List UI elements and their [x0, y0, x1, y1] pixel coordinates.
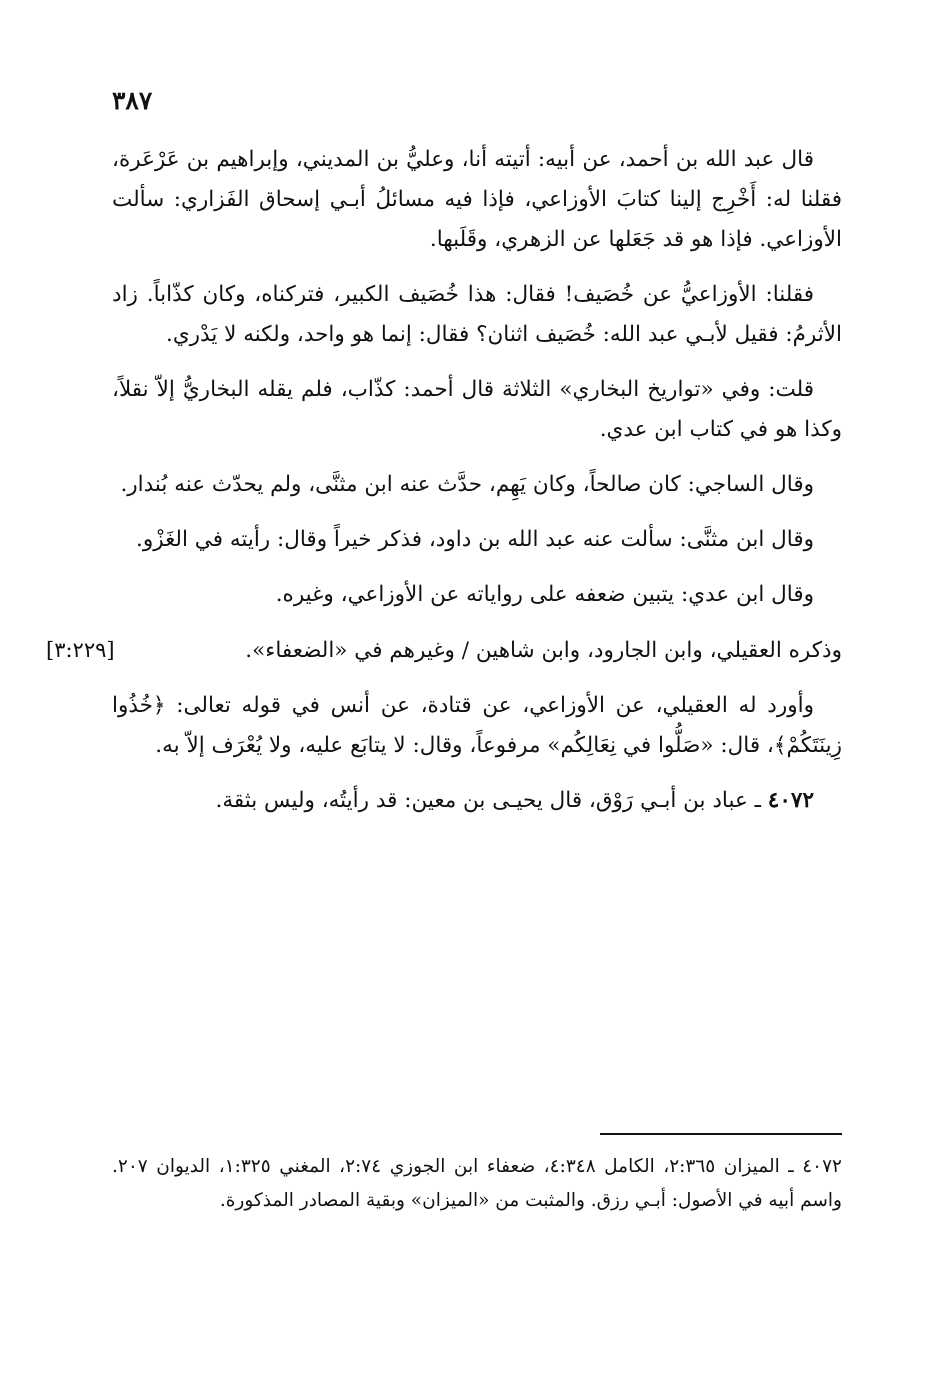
margin-reference: [٣:٢٢٩] [46, 638, 115, 662]
entry-number: ٤٠٧٢ [767, 788, 814, 813]
paragraph-7: وذكره العقيلي، وابن الجارود، وابن شاهين / وغيرهم في «الضعفاء». [245, 638, 842, 663]
paragraph-with-margin-reference [46, 630, 842, 671]
entry-text: عباد بن أبـي رَوْق، قال يحيـى بن معين: قد رأيتُه، وليس بثقة. [215, 788, 748, 813]
entry-dash: ـ [754, 788, 761, 813]
paragraph-3: قلت: وفي «تواريخ البخاري» الثلاثة قال أحمد: كذّاب، فلم يقله البخاريُّ إلاّ نقلاً، وكذا هو في كتاب ابن عدي. [112, 377, 842, 442]
paragraph-6: وقال ابن عدي: يتبين ضعفه على رواياته عن الأوزاعي، وغيره. [275, 582, 814, 607]
entry-paragraph [112, 781, 842, 821]
footnote-text: ٤٠٧٢ ـ الميزان ٢:٣٦٥، الكامل ٤:٣٤٨، ضعفاء ابن الجوزي ٢:٧٤، المغني ١:٣٢٥، الديوان ٢٠٧. واسم أبيه في الأصول: أبـي رزق. والمثبت من «الميزان» وبقية المصادر المذكورة. [112, 1156, 842, 1211]
paragraph-2: فقلنا: الأوزاعيُّ عن خُصَيف! فقال: هذا خُصَيف الكبير، فتركناه، وكان كذّاباً. زاد الأثرمُ: فقيل لأبـي عبد الله: خُصَيف اثنان؟ فقال: إنما هو واحد، ولكنه لا يَدْري. [112, 282, 842, 347]
page-number: ٣٨٧ [112, 86, 153, 115]
paragraph-8: وأورد له العقيلي، عن الأوزاعي، عن قتادة، عن أنس في قوله تعالى: ﴿خُذُوا زِينَتَكُمْ﴾، قال: «صَلُّوا في نِعَالِكُم» مرفوعاً، وقال: لا يتابَع عليه، ولا يُعْرَف إلاّ به. [112, 693, 842, 758]
footnotes [112, 1150, 842, 1218]
paragraph-5: وقال ابن مثنَّى: سألت عنه عبد الله بن داود، فذكر خيراً وقال: رأيته في الغَزْو. [135, 527, 814, 552]
main-text [46, 140, 842, 836]
footnote-divider [600, 1133, 842, 1135]
paragraph-4: وقال الساجي: كان صالحاً، وكان يَهِم، حدَّث عنه ابن مثنَّى، ولم يحدّث عنه بُندار. [120, 472, 814, 497]
paragraph-1: قال عبد الله بن أحمد، عن أبيه: أتيته أنا، وعليُّ بن المديني، وإبراهيم بن عَرْعَرة، فقلنا له: أَخْرِج إلينا كتابَ الأوزاعي، فإذا فيه مسائلُ أبـي إسحاق الفَزاري: سألت الأوزاعي. فإذا هو قد جَعَلها عن الزهري، وقَلَبها. [112, 147, 842, 252]
